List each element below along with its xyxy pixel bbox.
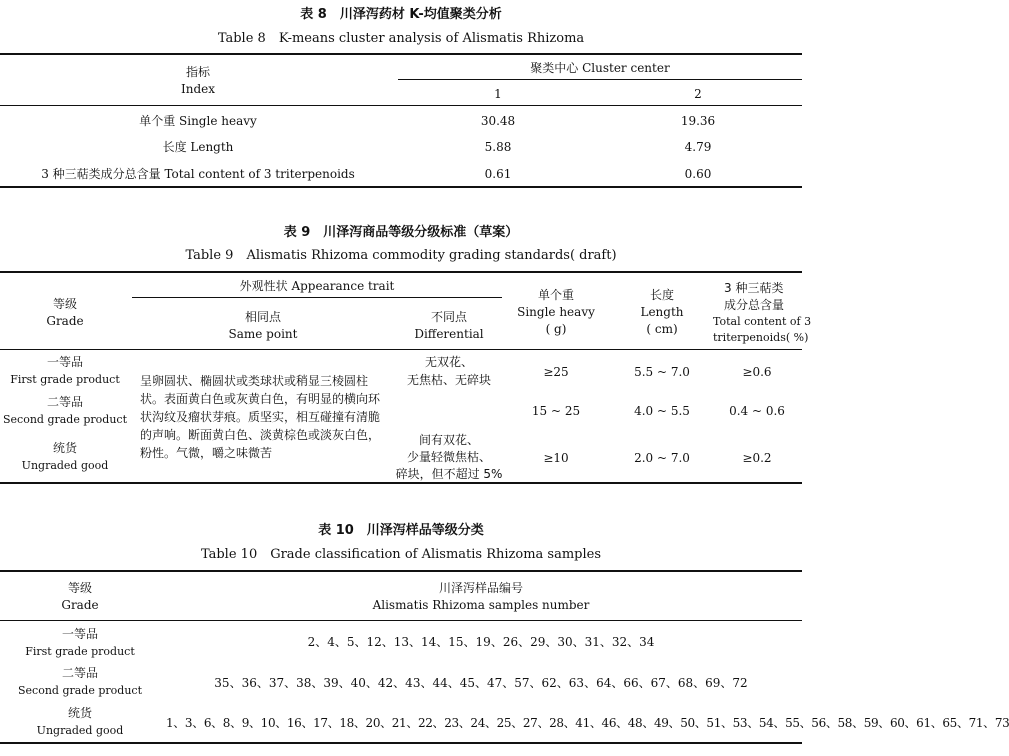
table10-samples: 1、3、6、8、9、10、16、17、18、20、21、22、23、24、25、27、28、41、46、48、49、50、51、53、54、55、56、58、59、60、61、65、71、73 bbox=[166, 716, 1009, 730]
table10-grade-en: First grade product bbox=[25, 645, 135, 658]
table8-header-cluster-center: 聚类中心 Cluster center bbox=[530, 61, 670, 75]
table9-header-length-en: Length bbox=[640, 305, 684, 319]
table8-row-label: 单个重 Single heavy bbox=[139, 114, 257, 128]
table9-diff: 少量轻微焦枯、 bbox=[406, 450, 491, 464]
table10-grade-cn: 统货 bbox=[67, 706, 92, 720]
table10-grade-en: Ungraded good bbox=[36, 724, 124, 737]
table9-length: 5.5 ~ 7.0 bbox=[634, 365, 690, 379]
table9-grade-en: Ungraded good bbox=[21, 459, 109, 472]
table8-row-label: 3 种三萜类成分总含量 Total content of 3 triterpenoids bbox=[41, 167, 355, 181]
table9-diff: 碎块，但不超过 5% bbox=[395, 467, 503, 481]
table9-header-content-cn1: 3 种三萜类 bbox=[724, 281, 784, 295]
table8-row-v1: 0.61 bbox=[484, 167, 512, 181]
table8-row-label: 长度 Length bbox=[162, 140, 234, 154]
table10-header-grade-cn: 等级 bbox=[67, 581, 92, 595]
table8-header-rule bbox=[0, 105, 802, 106]
table8-bottom-rule bbox=[0, 186, 802, 188]
table9-diff: 无双花、 bbox=[424, 355, 473, 369]
table9-diff: 间有双花、 bbox=[418, 433, 479, 447]
table8-row-v2: 4.79 bbox=[684, 140, 712, 154]
table9-header-rule bbox=[0, 349, 802, 350]
table9-length: 2.0 ~ 7.0 bbox=[634, 451, 690, 465]
table9-header-same-en: Same point bbox=[228, 327, 298, 341]
table10-samples: 35、36、37、38、39、40、42、43、44、45、47、57、62、63、64、66、67、68、69、72 bbox=[214, 676, 748, 690]
table8-title-en: Table 8 K-means cluster analysis of Alismatis Rhizoma bbox=[217, 31, 585, 46]
table9-header-length-cn: 长度 bbox=[649, 288, 674, 302]
table8-row-v2: 19.36 bbox=[680, 114, 716, 128]
table9-content: ≥0.6 bbox=[742, 365, 772, 379]
table8-row-v2: 0.60 bbox=[684, 167, 712, 181]
table8-row-v1: 30.48 bbox=[480, 114, 516, 128]
table9-weight: ≥10 bbox=[543, 451, 569, 465]
table8-title-cn: 表 8 川泽泻药材 K-均值聚类分析 bbox=[300, 7, 502, 22]
table9-diff: 无焦枯、无碎块 bbox=[406, 373, 491, 387]
table9-weight: ≥25 bbox=[543, 365, 569, 379]
table10-header-rule bbox=[0, 620, 802, 621]
table8-header-col2: 2 bbox=[694, 87, 702, 101]
table9-header-content-en2: triterpenoids( %) bbox=[713, 331, 809, 344]
table9-header-weight-en: Single heavy bbox=[517, 305, 595, 319]
table8-sub-rule bbox=[398, 79, 802, 80]
table10-header-grade-en: Grade bbox=[61, 598, 99, 612]
table9-bottom-rule bbox=[0, 482, 802, 484]
table8-header-col1: 1 bbox=[494, 87, 502, 101]
table9-header-weight-unit: ( g) bbox=[545, 322, 567, 336]
table9-same-point: 呈卵圆状、椭圆状或类球状或稍显三棱圆柱状。表面黄白色或灰黄白色，有明显的横向环状沟纹及瘤状芽痕。质坚实，相互碰撞有清脆的声响。断面黄白色、淡黄棕色或淡灰白色，粉性。气微，嚼之味微苦 bbox=[140, 374, 381, 460]
table10-title-en: Table 10 Grade classification of Alismatis Rhizoma samples bbox=[200, 547, 602, 562]
table10-title-cn: 表 10 川泽泻样品等级分类 bbox=[318, 523, 484, 538]
table10-grade-en: Second grade product bbox=[18, 684, 142, 697]
table9-length: 4.0 ~ 5.5 bbox=[634, 404, 690, 418]
table9-header-weight-cn: 单个重 bbox=[537, 288, 574, 302]
table9-header-appearance: 外观性状 Appearance trait bbox=[239, 279, 395, 293]
table9-header-diff-cn: 不同点 bbox=[430, 310, 467, 324]
table9-title-en: Table 9 Alismatis Rhizoma commodity grading standards( draft) bbox=[185, 248, 617, 263]
table9-header-grade-en: Grade bbox=[46, 314, 84, 328]
table9-grade-en: First grade product bbox=[10, 373, 120, 386]
table9-top-rule bbox=[0, 271, 802, 273]
table9-grade-cn: 一等品 bbox=[46, 355, 83, 369]
table10-grade-cn: 二等品 bbox=[61, 666, 98, 680]
table9-header-length-unit: ( cm) bbox=[646, 322, 678, 336]
table10-grade-cn: 一等品 bbox=[61, 627, 98, 641]
table10-header-samples-cn: 川泽泻样品编号 bbox=[438, 581, 523, 595]
table9-grade-en: Second grade product bbox=[3, 413, 127, 426]
table9-grade-cn: 统货 bbox=[52, 441, 77, 455]
table8-top-rule bbox=[0, 53, 802, 55]
table9-header-diff-en: Differential bbox=[414, 327, 484, 341]
table9-header-same-cn: 相同点 bbox=[244, 310, 281, 324]
table10-samples: 2、4、5、12、13、14、15、19、26、29、30、31、32、34 bbox=[307, 635, 655, 649]
table8-header-index-en: Index bbox=[180, 82, 216, 96]
table9-header-grade-cn: 等级 bbox=[52, 297, 77, 311]
table8-header-index-cn: 指标 bbox=[185, 65, 210, 79]
table10-top-rule bbox=[0, 570, 802, 572]
table9-title-cn: 表 9 川泽泻商品等级分级标准（草案） bbox=[283, 225, 519, 240]
table9-content: ≥0.2 bbox=[742, 451, 772, 465]
table8-row-v1: 5.88 bbox=[484, 140, 512, 154]
table9-content: 0.4 ~ 0.6 bbox=[729, 404, 785, 418]
table9-appearance-rule bbox=[132, 297, 502, 298]
table9-grade-cn: 二等品 bbox=[46, 395, 83, 409]
table9-header-content-cn2: 成分总含量 bbox=[724, 298, 785, 312]
table9-header-content-en1: Total content of 3 bbox=[713, 315, 812, 328]
table10-bottom-rule bbox=[0, 742, 802, 744]
table9-weight: 15 ~ 25 bbox=[531, 404, 581, 418]
table10-header-samples-en: Alismatis Rhizoma samples number bbox=[372, 598, 590, 612]
